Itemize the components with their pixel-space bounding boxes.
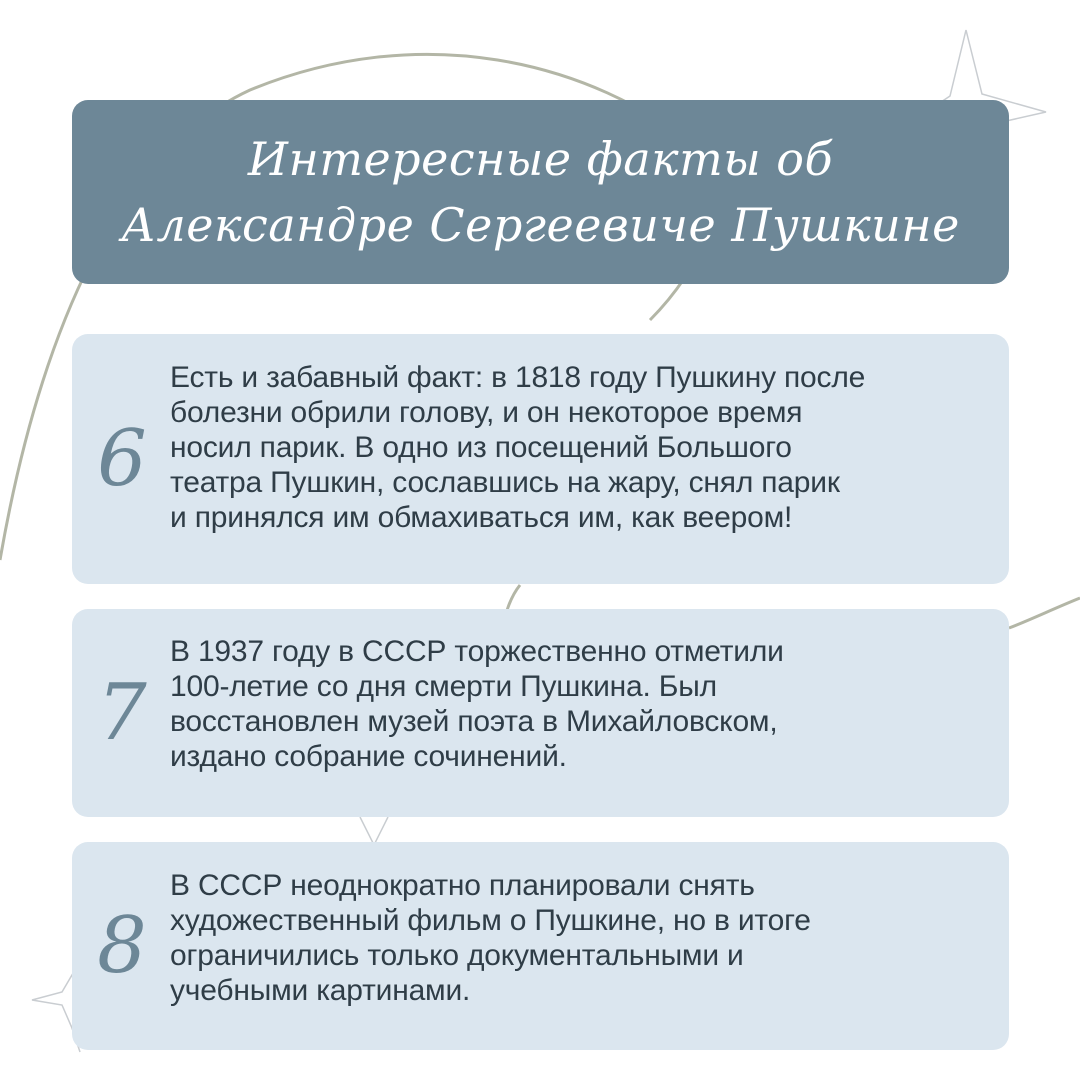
title-line-1: Интересные факты об [247, 132, 834, 186]
decorative-swoosh [1009, 598, 1080, 628]
fact-number: 6 [97, 414, 147, 504]
fact-number: 7 [97, 668, 147, 758]
fact-text: Есть и забавный факт: в 1818 году Пушкину после болезни обрили голову, и он некоторое время носил парик. В одно из посещений Большого театра Пушкин, сославшись на жару, снял парик и принялся им обмахиваться им, как веером! [170, 361, 866, 534]
fact-text: В 1937 году в СССР торжественно отметили 100-летие со дня смерти Пушкина. Был восстановлен музей поэта в Михайловском, издано собрание сочинений. [170, 635, 784, 773]
fact-text: В СССР неоднократно планировали снять художественный фильм о Пушкине, но в итоге ограничились только документальными и учебными картинами. [170, 869, 811, 1007]
fact-card-8 [72, 842, 1009, 1050]
fact-card-6 [72, 334, 1009, 584]
title-banner [72, 100, 1009, 284]
fact-card-7 [72, 609, 1009, 817]
title-line-2: Александре Сергеевиче Пушкине [121, 198, 960, 252]
fact-number: 8 [97, 901, 147, 991]
chevron-outline-icon [360, 817, 388, 845]
